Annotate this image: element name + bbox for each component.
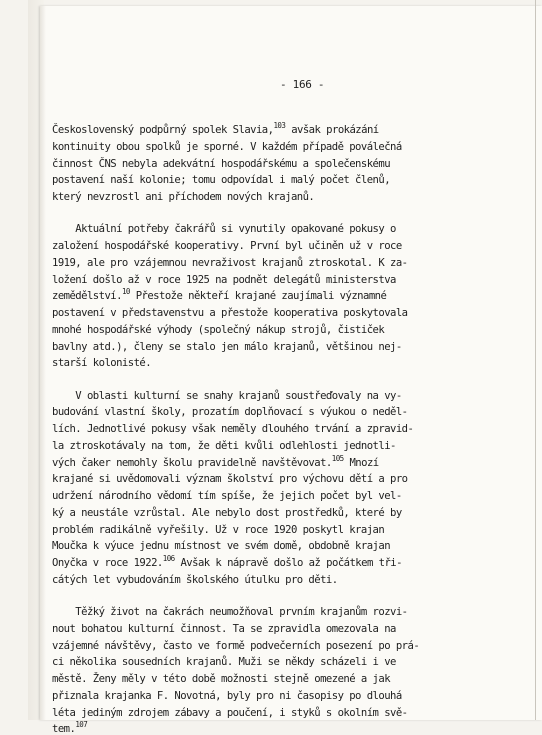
text-line-content: ký a neustále vzrůstal. Ale nebylo dost prostředků, které by — [52, 506, 402, 519]
footnote-reference: 103 — [273, 121, 286, 130]
text-line — [52, 440, 396, 452]
text-line-content: mnohé hospodářské výhody (společný nákup strojů, čističek — [52, 323, 385, 336]
text-line — [52, 673, 390, 685]
text-line — [52, 274, 396, 286]
footnote-reference: 10 — [121, 287, 130, 297]
text-line — [52, 707, 408, 719]
text-line-continuation: Mnozí — [343, 456, 379, 469]
text-line — [52, 423, 413, 435]
text-line — [52, 240, 402, 252]
text-line — [52, 623, 396, 635]
text-line-content: Moučka k výuce jednu místnost ve svém domě, obdobně krajan — [52, 540, 391, 553]
text-line-content: la ztroskotávaly na tom, že děti kvůli odlehlosti jednotli- — [52, 439, 396, 452]
text-line — [52, 656, 396, 668]
text-line — [52, 524, 384, 536]
page-number: - 166 - — [280, 78, 325, 91]
text-line — [52, 390, 402, 402]
text-line-content: Těžký život na čakrách neumožňoval prvním krajanům rozvi- — [52, 606, 408, 618]
text-line-content: který nevzrostl ani příchodem nových krajanů. — [52, 191, 315, 203]
text-line — [52, 158, 390, 170]
text-line-content: krajané si uvědomovali význam školství pro výchovu dětí a pro — [52, 473, 408, 486]
text-line — [52, 191, 314, 203]
text-line — [52, 554, 402, 569]
text-line — [52, 174, 390, 186]
text-line — [52, 507, 402, 519]
text-line-content: bavlny atd.), členy se stalo jen málo krajanů, většinou nej- — [52, 340, 402, 353]
text-line — [52, 406, 408, 418]
text-line — [52, 690, 402, 702]
text-line-content: starší kolonisté. — [52, 357, 152, 370]
page-edge-shadow — [40, 6, 46, 720]
text-line-content: Aktuální potřeby čakrářů si vynutily opakované pokusy o — [52, 223, 396, 236]
text-line — [52, 287, 387, 303]
text-line-content: léta jediným zdrojem zábavy a poučení, i styků s okolním svě- — [52, 706, 408, 719]
text-line-content: nout bohatou kulturní činnost. Ta se zpravidla omezovala na — [52, 622, 396, 635]
text-line — [52, 324, 384, 336]
text-line — [52, 574, 338, 586]
text-line-content: cátých let vybudováním školského útulku pro děti. — [52, 573, 338, 586]
text-line-content: budování vlastní školy, prozatím doplňovací s výukou o neděl- — [52, 406, 408, 419]
text-line-content: lích. Jednotlivé pokusy však neměly dlouhého trvání a zpravid- — [52, 423, 414, 435]
text-line — [52, 141, 402, 153]
text-line-content: přiznala krajanka F. Novotná, byly pro ni časopisy po dlouhá — [52, 689, 402, 702]
text-line-content: vých čaker nemohly školu pravidelně navštěvovat. — [52, 456, 332, 469]
text-line-content: ložení došlo až v roce 1925 na podnět delegátů ministerstva — [52, 273, 396, 286]
text-line — [52, 307, 408, 319]
text-line — [52, 121, 379, 136]
text-line-content: zemědělství. — [52, 290, 122, 303]
text-line-continuation: Přestože někteří krajané zaujímali významné — [129, 290, 387, 303]
text-line-content: ci několika sousedních krajanů. Muži se někdy scházeli i ve — [52, 656, 396, 669]
text-line — [52, 453, 379, 469]
text-line — [52, 606, 408, 618]
text-line-content: postavení v představenstvu a přestože kooperativa poskytovala — [52, 307, 408, 319]
text-line — [52, 490, 402, 502]
text-line-content: kontinuity obou spolků je sporné. V každém případě poválečná — [52, 140, 402, 153]
text-line-content: městě. Ženy měly v této době možnosti stejně omezené a jak — [52, 673, 391, 685]
text-line-content: V oblasti kulturní se snahy krajanů soustřeďovaly na vy- — [52, 389, 402, 402]
text-line — [52, 473, 408, 485]
footnote-reference: 106 — [162, 554, 175, 563]
text-line-content: vzájemné návštěvy, často ve formě podvečerních posezení po prá- — [52, 639, 420, 652]
text-line — [52, 640, 419, 652]
text-line — [52, 341, 402, 353]
text-line-content: problém radikálně vyřešily. Už v roce 1920 poskytl krajan — [52, 523, 385, 536]
text-line-content: 1919, ale pro vzájemnou nevraživost krajanů ztroskotal. K za- — [52, 256, 408, 269]
footnote-reference: 105 — [331, 453, 344, 463]
text-line-content: Československý podpůrný spolek Slavia, — [52, 124, 274, 136]
text-line-content: postavení naší kolonie; tomu odpovídal i malý počet členů, — [52, 174, 391, 187]
text-line-content: tem. — [52, 723, 76, 735]
footnote-reference: 107 — [75, 720, 88, 730]
text-line — [52, 357, 151, 369]
text-line-content: založení hospodářské kooperativy. První byl učiněn už v roce — [52, 240, 402, 252]
text-line-content: činnost ČNS nebyla adekvátní hospodářskému a společenskému — [52, 157, 391, 170]
text-line-content: Onyčka v roce 1922. — [52, 557, 163, 569]
text-line-content: udržení národního vědomí tím spíše, že jejich počet byl vel- — [52, 490, 402, 502]
text-line-continuation: avšak prokázání — [285, 124, 379, 136]
text-line-continuation: Avšak k nápravě došlo až počátkem tři- — [174, 557, 402, 569]
text-line — [52, 720, 88, 735]
text-line — [52, 257, 408, 269]
scan-border-line — [535, 0, 536, 720]
text-line — [52, 223, 396, 235]
text-line — [52, 540, 390, 552]
